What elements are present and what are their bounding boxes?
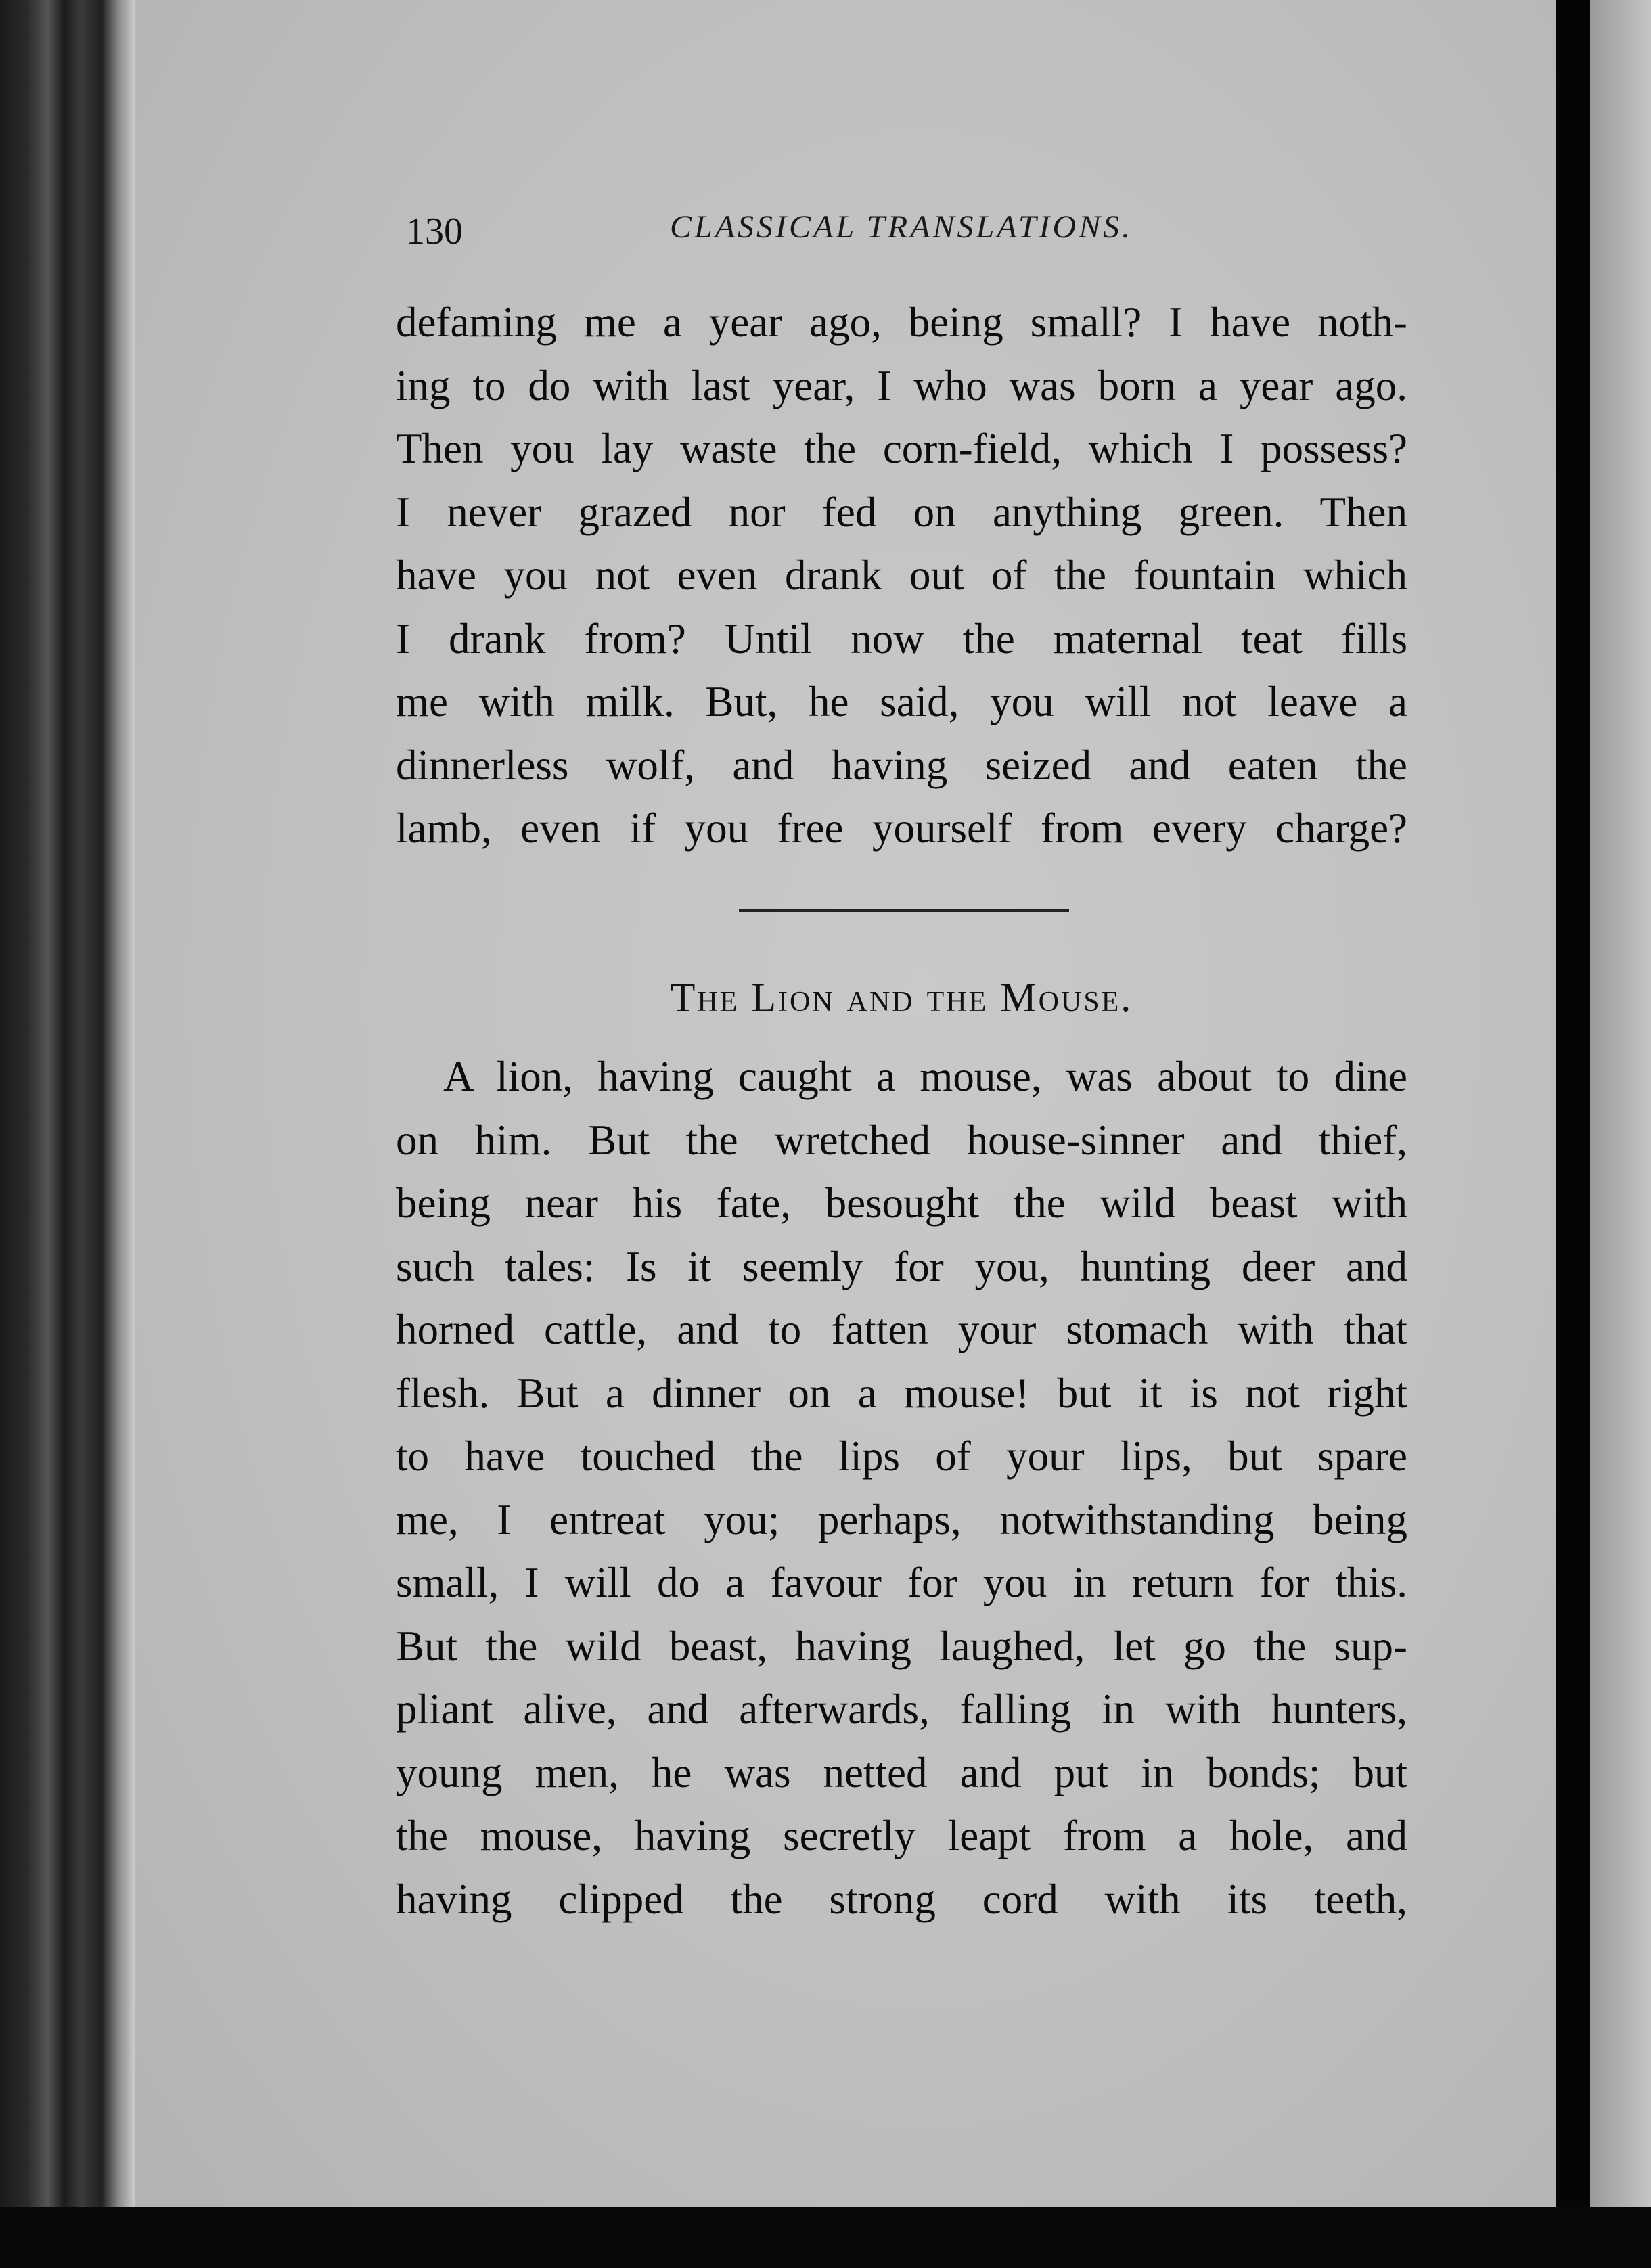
running-head-title: CLASSICAL TRANSLATIONS. xyxy=(670,209,1133,245)
book-binding-edge xyxy=(0,0,156,2268)
page-number: 130 xyxy=(406,210,463,252)
text-line: have you not even drank out of the fountain which xyxy=(396,551,1407,599)
text-line: Then you lay waste the corn-field, which I possess? xyxy=(396,425,1407,472)
text-line: small, I will do a favour for you in return for this. xyxy=(396,1559,1407,1606)
text-line: A lion, having caught a mouse, was about to dine xyxy=(443,1053,1407,1100)
section-divider-rule xyxy=(739,909,1069,912)
text-line: pliant alive, and afterwards, falling in with hunters, xyxy=(396,1685,1407,1733)
text-line: But the wild beast, having laughed, let go the sup- xyxy=(396,1622,1407,1670)
text-line: I never grazed nor fed on anything green. Then xyxy=(396,488,1407,536)
text-line: to have touched the lips of your lips, but spare xyxy=(396,1432,1407,1480)
fable-one-ending xyxy=(396,291,1407,861)
text-line: being near his fate, besought the wild beast with xyxy=(396,1179,1407,1227)
running-head xyxy=(406,203,1529,250)
text-line: having clipped the strong cord with its teeth, xyxy=(396,1875,1407,1923)
text-line: defaming me a year ago, being small? I have noth- xyxy=(396,298,1407,346)
text-line: horned cattle, and to fatten your stomach with that xyxy=(396,1306,1407,1353)
page-gutter xyxy=(1556,0,1590,2268)
text-line: me, I entreat you; perhaps, notwithstanding being xyxy=(396,1495,1407,1543)
scan-bottom-border xyxy=(0,2207,1651,2268)
text-line: dinnerless wolf, and having seized and eaten the xyxy=(396,741,1407,789)
text-line: flesh. But a dinner on a mouse! but it is not right xyxy=(396,1369,1407,1417)
fable-two-body xyxy=(396,1045,1407,1931)
text-line: the mouse, having secretly leapt from a hole, and xyxy=(396,1812,1407,1859)
text-line: on him. But the wretched house-sinner and thief, xyxy=(396,1116,1407,1164)
adjacent-page-edge xyxy=(1590,0,1651,2268)
text-line: young men, he was netted and put in bonds; but xyxy=(396,1748,1407,1796)
text-line: I drank from? Until now the maternal teat fills xyxy=(396,614,1407,662)
text-line: lamb, even if you free yourself from every charge? xyxy=(396,804,1407,852)
text-line: ing to do with last year, I who was born a year ago. xyxy=(396,361,1407,409)
text-line: such tales: Is it seemly for you, hunting deer and xyxy=(396,1242,1407,1290)
text-line: me with milk. But, he said, you will not leave a xyxy=(396,678,1407,725)
fable-title: The Lion and the Mouse. xyxy=(670,975,1133,1020)
